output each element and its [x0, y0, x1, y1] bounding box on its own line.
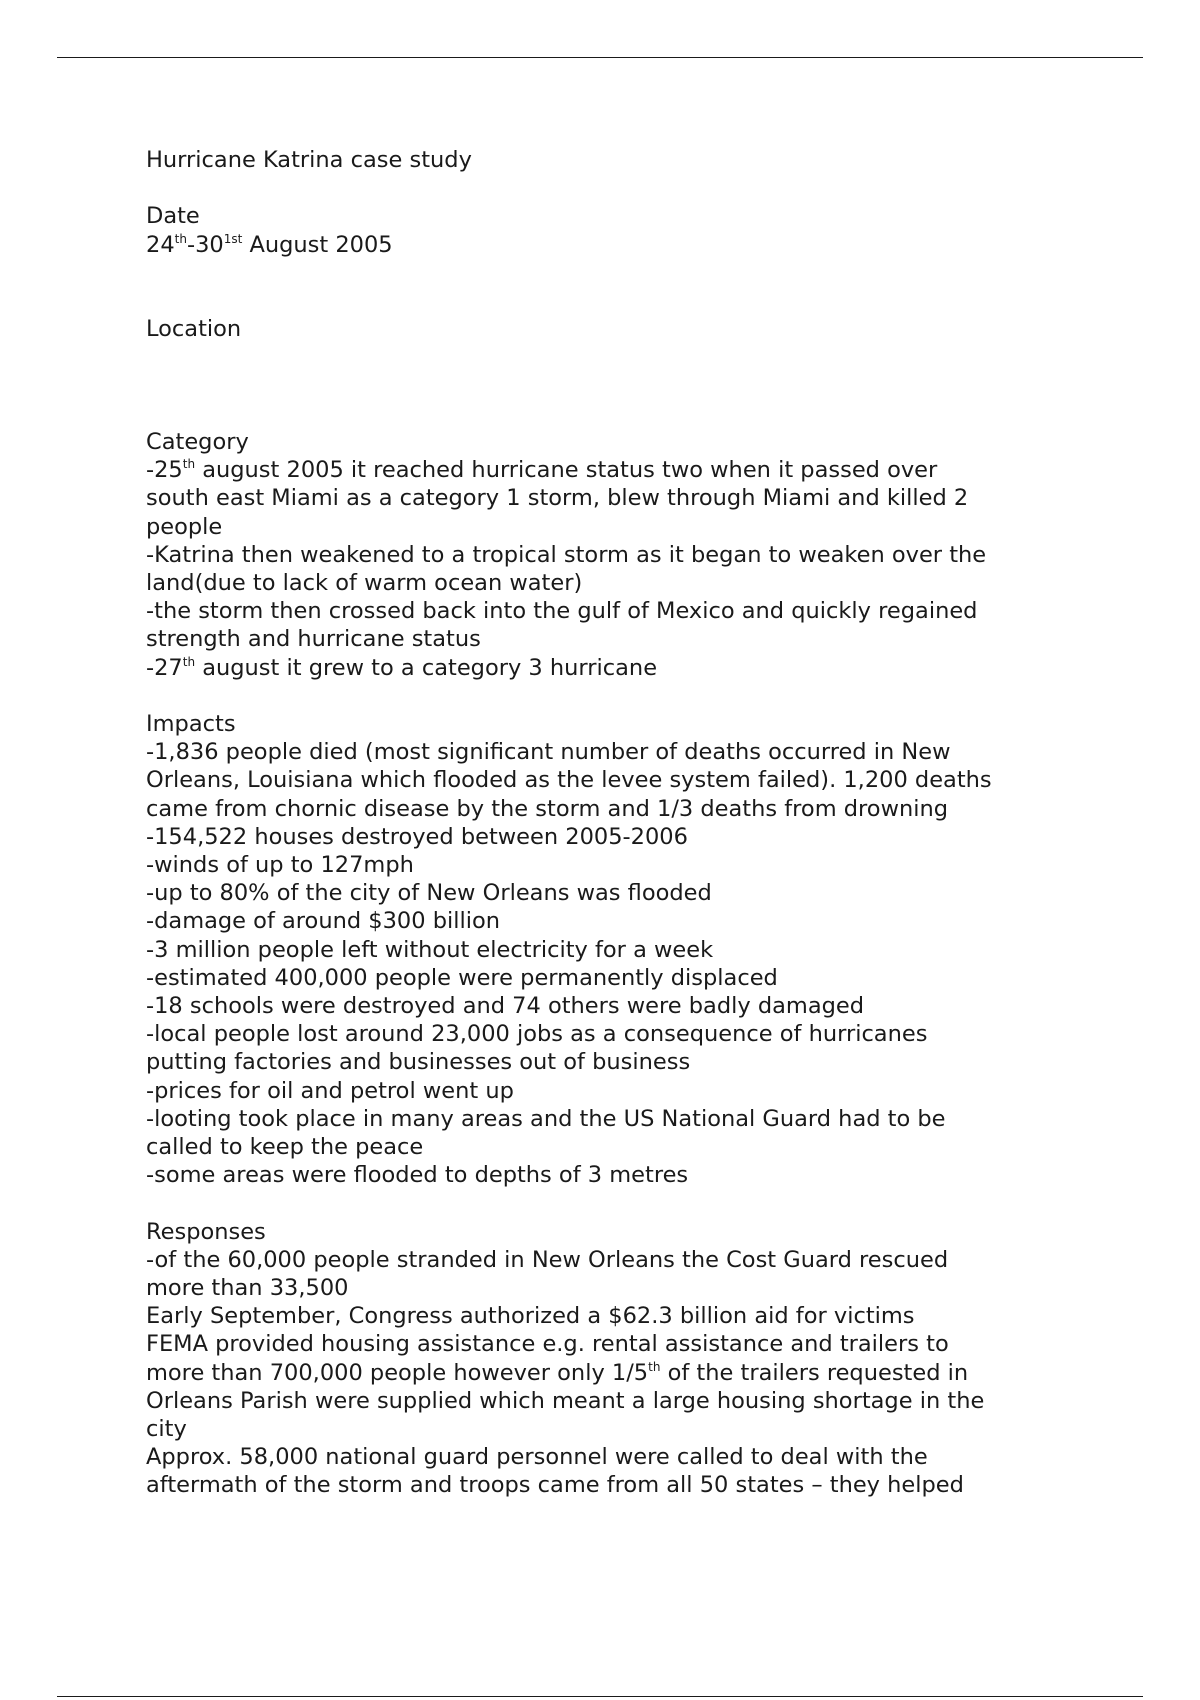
category-line: people	[146, 513, 223, 540]
category-heading: Category	[146, 428, 249, 455]
impacts-line: -prices for oil and petrol went up	[146, 1077, 514, 1104]
impacts-line: -winds of up to 127mph	[146, 852, 414, 879]
location-heading: Location	[146, 316, 242, 343]
impacts-line: putting factories and businesses out of business	[146, 1049, 691, 1076]
category-line: strength and hurricane status	[146, 626, 481, 653]
responses-line: more than 33,500	[146, 1275, 349, 1302]
responses-line: FEMA provided housing assistance e.g. rental assistance and trailers to	[146, 1331, 949, 1358]
category-line: land(due to lack of warm ocean water)	[146, 570, 583, 596]
date-heading: Date	[146, 203, 200, 230]
responses-heading: Responses	[146, 1218, 266, 1245]
category-line: -27th august it grew to a category 3 hurricane	[146, 654, 658, 681]
responses-line: Approx. 58,000 national guard personnel were called to deal with the	[146, 1444, 928, 1471]
category-line: -Katrina then weakened to a tropical storm as it began to weaken over the	[146, 541, 987, 568]
category-line: -the storm then crossed back into the gulf of Mexico and quickly regained	[146, 598, 978, 625]
impacts-heading: Impacts	[146, 711, 236, 737]
page-bottom-rule	[57, 1696, 1143, 1697]
responses-line: aftermath of the storm and troops came from all 50 states – they helped	[146, 1472, 964, 1499]
impacts-line: -local people lost around 23,000 jobs as a consequence of hurricanes	[146, 1021, 928, 1048]
impacts-line: -18 schools were destroyed and 74 others were badly damaged	[146, 993, 865, 1020]
impacts-line: -3 million people left without electricity for a week	[146, 936, 714, 963]
impacts-line: -damage of around $300 billion	[146, 908, 501, 935]
impacts-line: -estimated 400,000 people were permanently displaced	[146, 964, 778, 991]
impacts-line: came from chornic disease by the storm and 1/3 deaths from drowning	[146, 795, 949, 822]
impacts-line: -some areas were flooded to depths of 3 metres	[146, 1162, 689, 1189]
document-body	[146, 146, 1076, 1500]
document-title: Hurricane Katrina case study	[146, 147, 472, 173]
responses-line: Orleans Parish were supplied which meant a large housing shortage in the	[146, 1387, 985, 1414]
impacts-line: -1,836 people died (most significant number of deaths occurred in New	[146, 739, 951, 766]
responses-line: -of the 60,000 people stranded in New Orleans the Cost Guard rescued	[146, 1246, 949, 1273]
responses-line: city	[146, 1416, 187, 1443]
date-value: $24th-30^{1st}$ August 2005	[146, 231, 393, 258]
impacts-line: -up to 80% of the city of New Orleans was flooded	[146, 880, 712, 907]
impacts-line: -looting took place in many areas and the US National Guard had to be	[146, 1105, 946, 1132]
impacts-line: -154,522 houses destroyed between 2005-2006	[146, 823, 688, 850]
impacts-line: Orleans, Louisiana which flooded as the levee system failed). 1,200 deaths	[146, 767, 992, 794]
responses-line: more than 700,000 people however only 1/5th of the trailers requested in	[146, 1359, 969, 1386]
category-line: south east Miami as a category 1 storm, blew through Miami and killed 2	[146, 485, 969, 512]
page-top-rule	[57, 57, 1143, 58]
responses-line: Early September, Congress authorized a $62.3 billion aid for victims	[146, 1303, 915, 1330]
impacts-line: called to keep the peace	[146, 1134, 424, 1161]
category-line: -25th august 2005 it reached hurricane status two when it passed over	[146, 457, 938, 484]
